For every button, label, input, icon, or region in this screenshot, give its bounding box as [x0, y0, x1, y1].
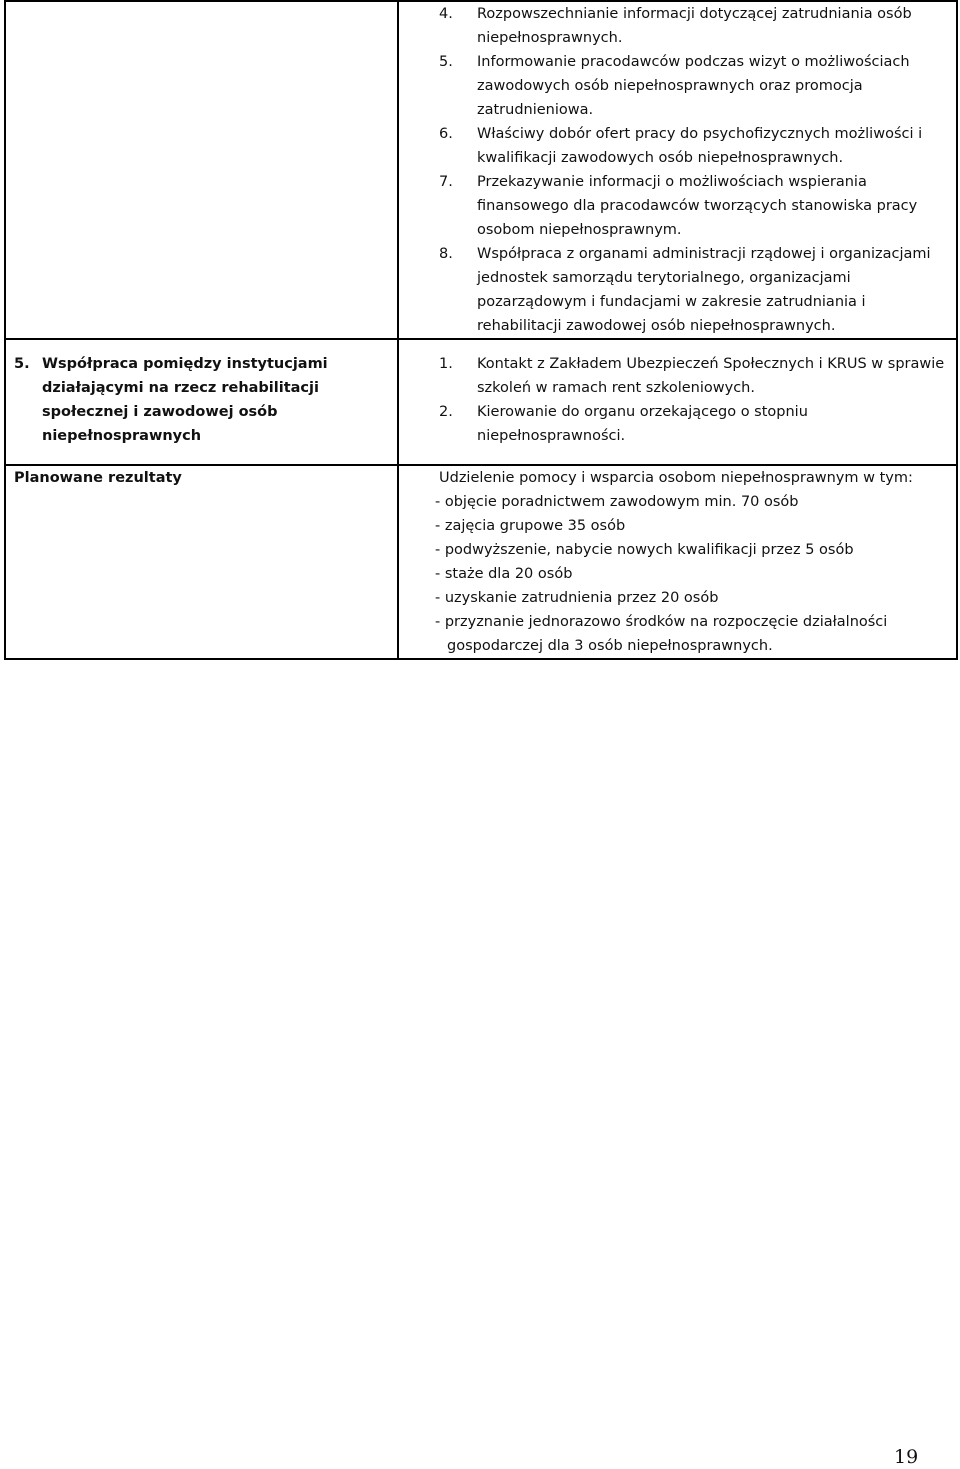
table-row-section5 [5, 339, 957, 465]
result-line-last: - przyznanie jednorazowo środków na rozpoczęcie działalności gospodarczej dla 3 osób niepełnosprawnych. [435, 614, 888, 654]
section5-list [439, 352, 946, 448]
list-item: 8. Współpraca z organami administracji rządowej i organizacjami jednostek samorządu terytorialnego, organizacjami pozarządowym i fundacjami w zakresie zatrudniania i rehabilitacji zawodowej osób niepełnosprawnych. [439, 246, 931, 334]
table-row-results [5, 465, 957, 659]
result-line: - objęcie poradnictwem zawodowym min. 70 osób [435, 494, 799, 510]
empty-left-cell [5, 1, 398, 339]
list-item: 4. Rozpowszechnianie informacji dotyczącej zatrudniania osób niepełnosprawnych. [439, 6, 912, 46]
result-line: - uzyskanie zatrudnienia przez 20 osób [435, 590, 719, 606]
list-item: 2. Kierowanie do organu orzekającego o stopniu niepełnosprawności. [439, 404, 808, 444]
activities-list [439, 2, 946, 338]
results-label: Planowane rezultaty [14, 470, 182, 486]
section5-title: 5. Współpraca pomiędzy instytucjami działającymi na rzecz rehabilitacji społecznej i zawodowej osób niepełnosprawnych [14, 356, 328, 444]
section5-title-cell [5, 339, 398, 465]
results-intro: Udzielenie pomocy i wsparcia osobom niepełnosprawnym w tym: [439, 470, 913, 486]
list-item: 1. Kontakt z Zakładem Ubezpieczeń Społecznych i KRUS w sprawie szkoleń w ramach rent szkoleniowych. [439, 356, 945, 396]
result-line: - staże dla 20 osób [435, 566, 573, 582]
list-item: 7. Przekazywanie informacji o możliwościach wspierania finansowego dla pracodawców tworzących stanowiska pracy osobom niepełnosprawnym. [439, 174, 918, 238]
results-content-cell [398, 465, 957, 659]
document-table [4, 0, 958, 660]
table-row-activities [5, 1, 957, 339]
results-label-cell [5, 465, 398, 659]
result-line: - zajęcia grupowe 35 osób [435, 518, 626, 534]
activities-cell [398, 1, 957, 339]
result-line: - podwyższenie, nabycie nowych kwalifikacji przez 5 osób [435, 542, 854, 558]
list-item: 6. Właściwy dobór ofert pracy do psychofizycznych możliwości i kwalifikacji zawodowych osób niepełnosprawnych. [439, 126, 923, 166]
section5-items-cell [398, 339, 957, 465]
page-number: 19 [894, 1446, 919, 1468]
list-item: 5. Informowanie pracodawców podczas wizyt o możliwościach zawodowych osób niepełnosprawnych oraz promocja zatrudnieniowa. [439, 54, 910, 118]
